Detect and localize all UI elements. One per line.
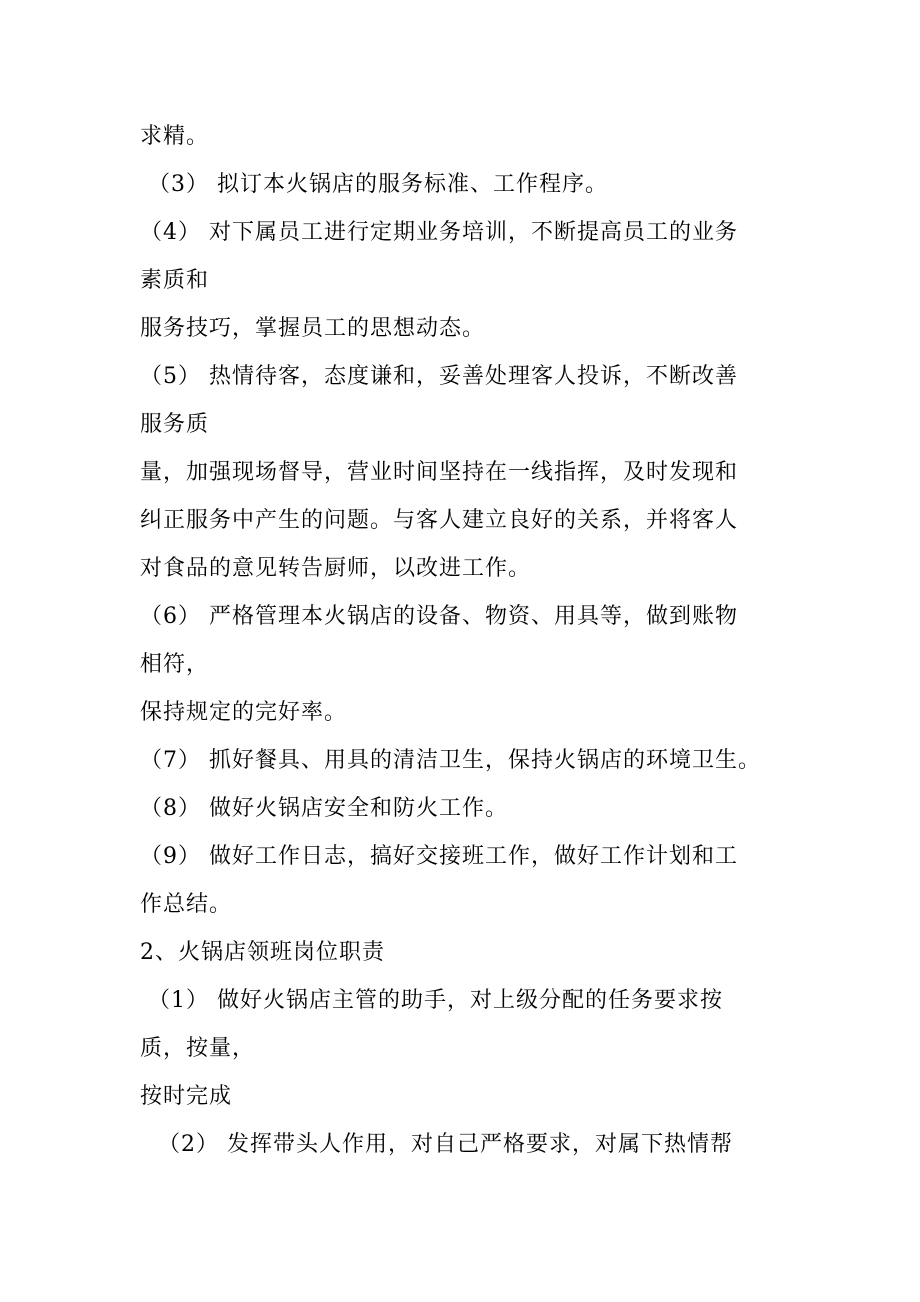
text-line: 纠正服务中产生的问题。与客人建立良好的关系，并将客人 bbox=[140, 508, 739, 533]
list-item-7: （7） 抓好餐具、用具的清洁卫生，保持火锅店的环境卫生。 bbox=[140, 748, 761, 773]
list-item-1: （1） 做好火锅店主管的助手，对上级分配的任务要求按 bbox=[148, 988, 723, 1013]
text-line: 按时完成 bbox=[140, 1084, 233, 1109]
text-line: 质，按量， bbox=[140, 1036, 256, 1061]
text-line: 服务技巧，掌握员工的思想动态。 bbox=[140, 316, 486, 341]
text-line: 素质和 bbox=[140, 268, 210, 293]
list-item-5: （5） 热情待客，态度谦和，妥善处理客人投诉，不断改善 bbox=[140, 364, 738, 389]
list-item-6: （6） 严格管理本火锅店的设备、物资、用具等，做到账物 bbox=[140, 604, 738, 629]
section-heading: 2、火锅店领班岗位职责 bbox=[140, 940, 385, 965]
text-line: 服务质 bbox=[140, 412, 210, 437]
text-line: 对食品的意见转告厨师，以改进工作。 bbox=[140, 556, 532, 581]
list-item-8: （8） 做好火锅店安全和防火工作。 bbox=[140, 796, 508, 821]
list-item-2: （2） 发挥带头人作用，对自己严格要求，对属下热情帮 bbox=[158, 1132, 733, 1157]
text-line: 相符， bbox=[140, 652, 210, 677]
text-line: 求精。 bbox=[140, 124, 210, 149]
text-line: 作总结。 bbox=[140, 892, 233, 917]
list-item-4: （4） 对下属员工进行定期业务培训，不断提高员工的业务 bbox=[140, 220, 738, 245]
list-item-3: （3） 拟订本火锅店的服务标准、工作程序。 bbox=[148, 172, 608, 197]
text-line: 保持规定的完好率。 bbox=[140, 700, 348, 725]
text-line: 量，加强现场督导，营业时间坚持在一线指挥，及时发现和 bbox=[140, 460, 739, 485]
list-item-9: （9） 做好工作日志，搞好交接班工作，做好工作计划和工 bbox=[140, 844, 738, 869]
